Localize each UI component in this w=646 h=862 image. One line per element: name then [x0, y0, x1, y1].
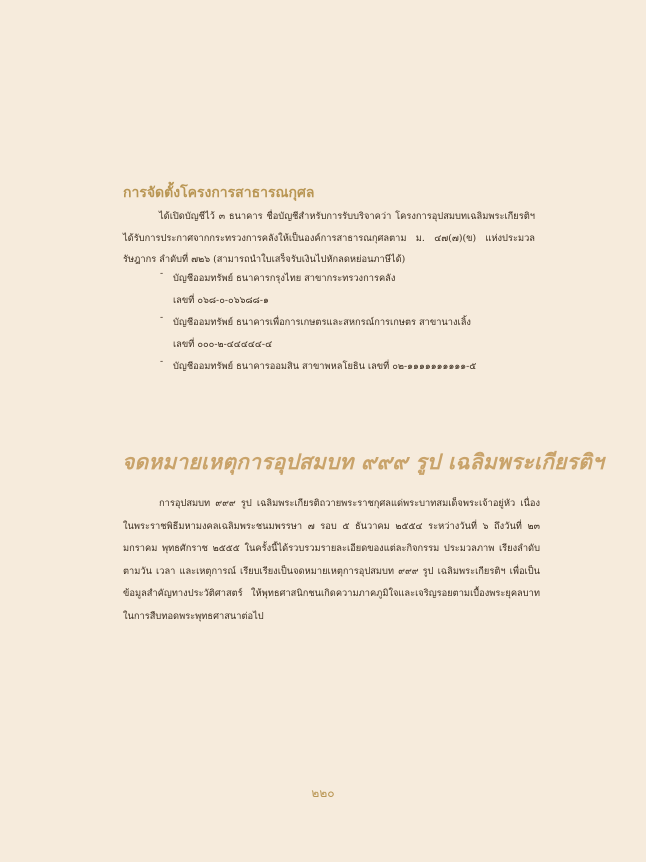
account-number: เลขที่ ๐๐๐-๒-๔๔๔๔๔-๔ [173, 339, 273, 350]
section-title-chronicle: จดหมายเหตุการอุปสมบท ๙๙๙ รูป เฉลิมพระเกียรติฯ [122, 449, 604, 474]
bank-account-item [160, 268, 540, 312]
account-number: เลขที่ ๐๖๘-๐-๐๖๖๘๘-๑ [173, 295, 269, 306]
list-dash: - [160, 312, 164, 323]
section-paragraph-chronicle: การอุปสมบท ๙๙๙ รูป เฉลิมพระเกียรติถวายพระราชกุศลแด่พระบาทสมเด็จพระเจ้าอยู่หัว เนื่องในพระราชพิธีมหามงคลเฉลิมพระชนมพรรษา ๗ รอบ ๕ ธันวาคม ๒๕๕๔ ระหว่างวันที่ ๖ ถึงวันที่ ๒๓ มกราคม พุทธศักราช ๒๕๕๕ ในครั้งนี้ได้รวบรวมรายละเอียดของแต่ละกิจกรรม ประมวลภาพ เรียงลำดับตามวัน เวลา และเหตุการณ์ เรียบเรียงเป็นจดหมายเหตุการอุปสมบท ๙๙๙ รูป เฉลิมพระเกียรติฯ เพื่อเป็นข้อมูลสำคัญทางประวัติศาสตร์ ให้พุทธศาสนิกชนเกิดความภาคภูมิใจและเจริญรอยตามเบื้องพระยุคลบาทในการสืบทอดพระพุทธศาสนาต่อไป [123, 498, 540, 622]
section-title-charity-project: การจัดตั้งโครงการสาธารณกุศล [123, 185, 315, 201]
bank-account-list [160, 268, 540, 378]
account-name: บัญชีออมทรัพย์ ธนาคารเพื่อการเกษตรและสหกรณ์การเกษตร สาขานางเลิ้ง [173, 317, 471, 328]
bank-account-item [160, 312, 540, 356]
section-paragraph-bank-accounts: ได้เปิดบัญชีไว้ ๓ ธนาคาร ชื่อบัญชีสำหรับการรับบริจาคว่า โครงการอุปสมบทเฉลิมพระเกียรติฯ ได้รับการประกาศจากกระทรวงการคลังให้เป็นองค์การสาธารณกุศลตาม ม. ๔๗(๗)(ข) แห่งประมวลรัษฎากร ลำดับที่ ๗๒๖ (สามารถนำใบเสร็จรับเงินไปหักลดหย่อนภาษีได้) [123, 211, 535, 265]
bank-account-item [160, 356, 540, 378]
page-number: ๒๒๐ [311, 786, 335, 800]
account-name-and-number: บัญชีออมทรัพย์ ธนาคารออมสิน สาขาพหลโยธิน เลขที่ ๐๒-๑๑๑๑๑๑๑๑๑๑-๕ [173, 361, 477, 372]
list-dash: - [160, 268, 164, 279]
account-name: บัญชีออมทรัพย์ ธนาคารกรุงไทย สาขากระทรวงการคลัง [173, 273, 396, 284]
list-dash: - [160, 356, 164, 367]
